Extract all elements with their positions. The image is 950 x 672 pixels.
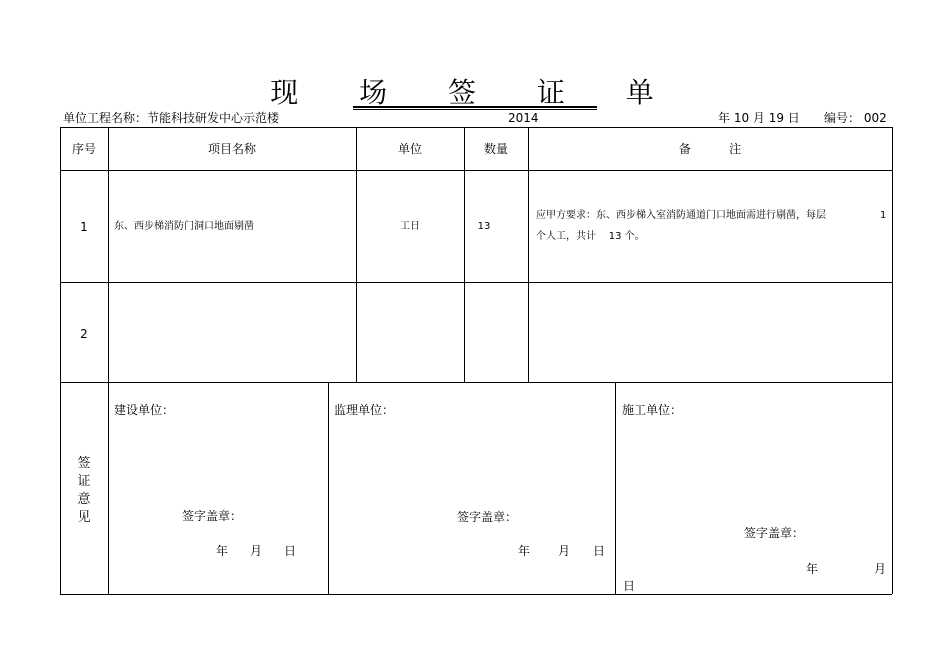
col-header-unit: 单位 [397,142,422,156]
sign-divider-2 [615,382,616,594]
row1-qty: 13 [477,221,491,232]
supervision-year: 年 [518,544,531,558]
col-header-index: 序号 [71,142,96,156]
project-name: 单位工程名称：节能科技研发中心示范楼 [63,111,280,125]
header-row-divider [60,170,892,171]
col-divider-qty [528,127,529,382]
contractor-unit-label: 施工单位： [622,403,683,417]
sign-section-label [74,455,94,527]
sign-divider-1 [328,382,329,594]
row1-note-number: 1 [880,210,887,221]
header-date: 年 10 月 19 日 [718,111,800,125]
contractor-stamp-label: 签字盖章： [744,526,805,540]
table-border-top [60,127,892,128]
sign-label-char: 见 [77,510,91,525]
row1-unit: 工日 [400,221,420,232]
supervision-stamp-label: 签字盖章： [457,510,518,524]
row1-item-name: 东、西步梯消防门洞口地面剔凿 [114,221,254,232]
row1-index: 1 [80,220,88,234]
row1-note-line1: 应甲方要求：东、西步梯入室消防通道门口地面需进行剔凿，每层 [536,210,826,221]
sign-label-char: 签 [77,456,91,471]
construction-month: 月 [250,544,263,558]
construction-year: 年 [216,544,229,558]
supervision-unit-label: 监理单位： [334,403,395,417]
construction-stamp-label: 签字盖章： [182,509,243,523]
header-number: 编号： 002 [824,111,887,125]
col-header-note: 备 注 [678,142,742,156]
table-border-bottom [60,594,892,595]
construction-unit-label: 建设单位： [114,403,175,417]
supervision-day: 日 [593,544,606,558]
title-underline-thin [353,109,597,110]
col-header-name: 项目名称 [207,142,256,156]
sign-label-char: 证 [77,474,91,489]
supervision-month: 月 [558,544,571,558]
table-border-right [892,127,893,594]
row1-note-line2: 个人工，共计 13 个。 [536,231,645,242]
col-divider-name [356,127,357,382]
row2-index: 2 [80,327,88,341]
contractor-year: 年 [806,562,819,576]
contractor-day: 日 [623,579,636,593]
sign-label-char: 意 [77,492,91,507]
col-header-qty: 数量 [483,142,508,156]
row1-divider [60,282,892,283]
title-underline [353,106,597,108]
row2-divider [60,382,892,383]
header-year: 2014 [508,111,539,125]
page-title: 现 场 签 证 单 [270,76,680,109]
col-divider-index [108,127,109,594]
col-divider-unit [464,127,465,382]
contractor-month: 月 [874,562,887,576]
table-border-left [60,127,61,594]
construction-day: 日 [284,544,297,558]
